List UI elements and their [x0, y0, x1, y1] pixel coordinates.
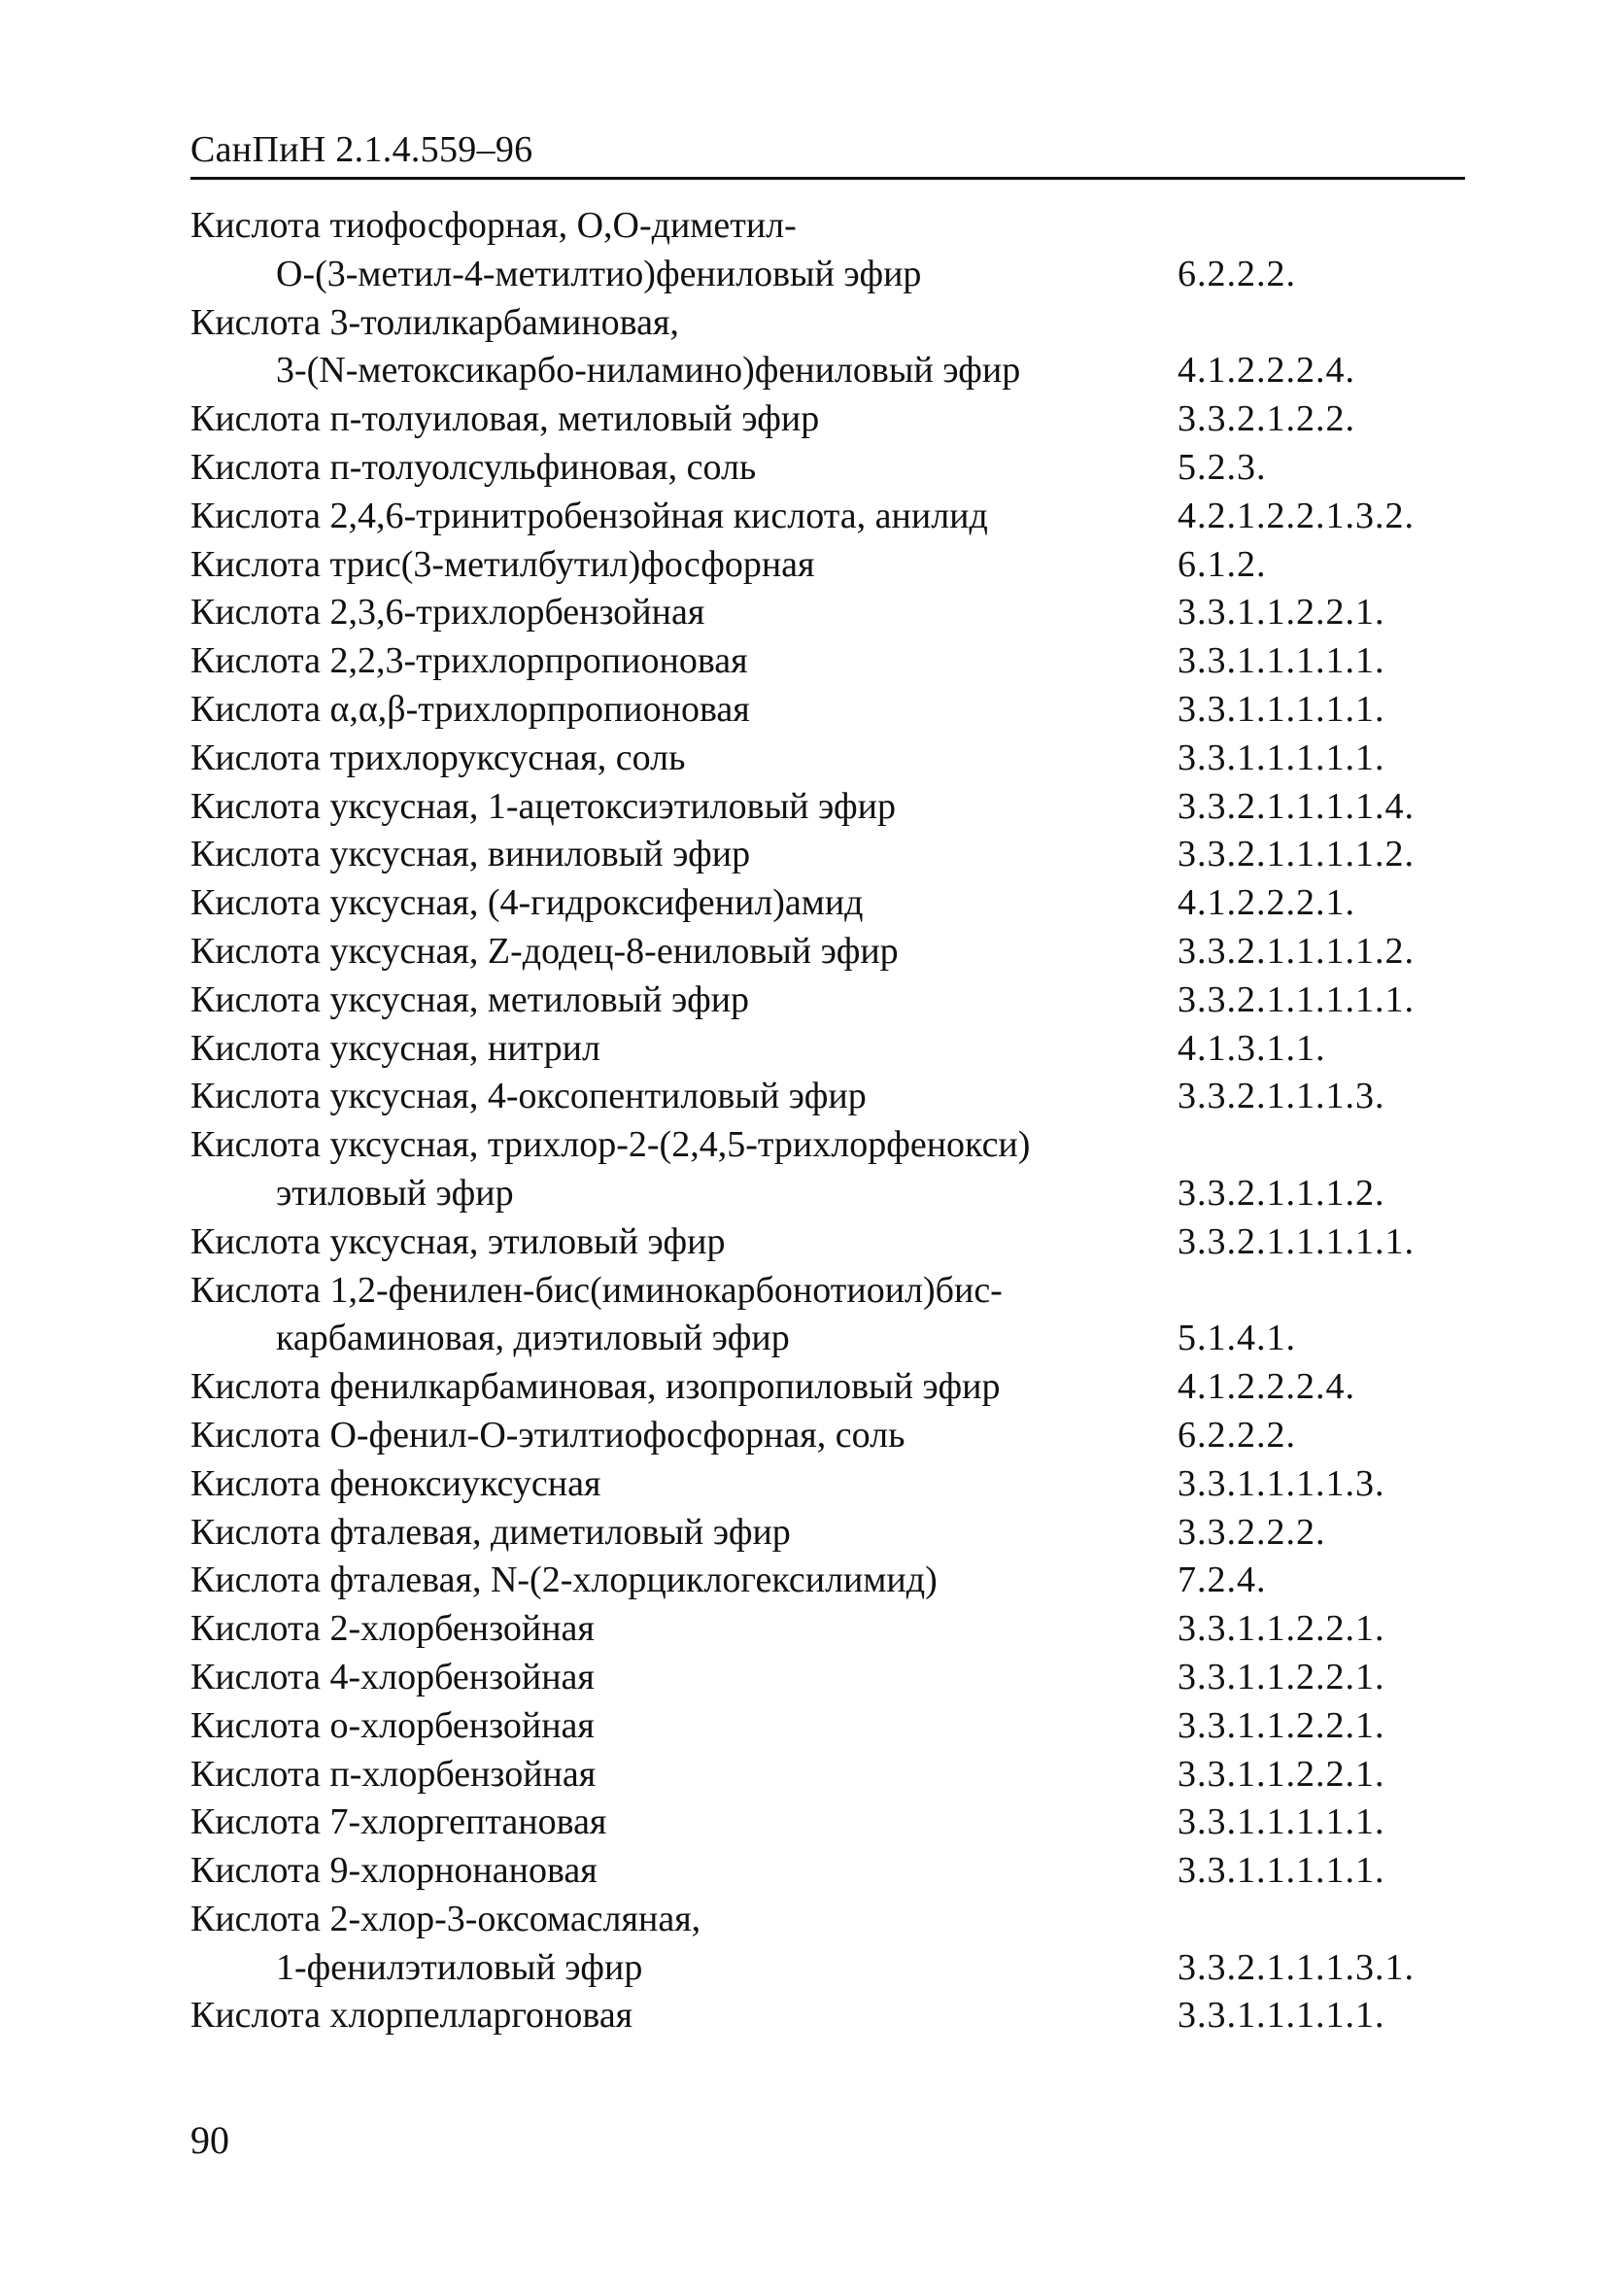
entry-name: Кислота п-толуиловая, метиловый эфир: [190, 398, 820, 440]
entry-name: Кислота фталевая, диметиловый эфир: [190, 1511, 791, 1553]
section-reference: 4.2.1.2.2.1.3.2.: [1178, 495, 1415, 536]
index-line: [190, 1799, 1465, 1847]
index-line: [190, 493, 1465, 541]
index-line: [190, 686, 1465, 735]
index-line: [190, 1025, 1465, 1074]
section-reference: 3.3.1.1.1.1.1.: [1178, 1995, 1385, 2037]
entry-name: Кислота 1,2-фенилен-бис(иминокарбонотиоил)бис-: [190, 1269, 1003, 1311]
index-line: [190, 444, 1465, 493]
index-line: [190, 541, 1465, 590]
index-line: [190, 1267, 1465, 1316]
index-line: [190, 1557, 1465, 1605]
entry-name: Кислота 9-хлорнонановая: [190, 1850, 598, 1892]
index-line: [190, 1073, 1465, 1121]
index-line: [190, 1702, 1465, 1751]
entry-name: Кислота уксусная, трихлор-2-(2,4,5-трихлорфенокси): [190, 1124, 1031, 1166]
section-reference: 3.3.1.1.1.1.1.: [1178, 1801, 1385, 1843]
section-reference: 3.3.1.1.1.1.1.: [1178, 1850, 1385, 1892]
index-line: [190, 637, 1465, 686]
entry-name: Кислота 2-хлорбензойная: [190, 1608, 595, 1650]
index-line: [190, 1170, 1465, 1218]
index-line: [190, 1412, 1465, 1460]
section-reference: 3.3.1.1.2.2.1.: [1178, 1753, 1385, 1795]
index-line: [190, 589, 1465, 637]
index-line: [190, 1315, 1465, 1363]
index-line: [190, 977, 1465, 1025]
entry-name: Кислота хлорпелларгоновая: [190, 1995, 633, 2037]
entry-name: Кислота трис(3-метилбутил)фосфорная: [190, 543, 815, 585]
page-number: 90: [190, 2118, 229, 2162]
section-reference: 3.3.1.1.1.1.1.: [1178, 640, 1385, 682]
section-reference: 3.3.2.1.1.1.1.1.: [1178, 1220, 1415, 1262]
entry-name: Кислота 2-хлор-3-оксомасляная,: [190, 1898, 701, 1939]
entry-name: О-(3-метил-4-метилтио)фениловый эфир: [276, 253, 922, 294]
entry-name: 1-фенилэтиловый эфир: [276, 1946, 643, 1988]
entry-name: Кислота п-хлорбензойная: [190, 1753, 597, 1795]
section-reference: 4.1.2.2.2.4.: [1178, 350, 1355, 392]
section-reference: 3.3.1.1.1.1.1.: [1178, 688, 1385, 730]
section-reference: 4.1.2.2.2.1.: [1178, 882, 1355, 924]
entry-name: Кислота уксусная, метиловый эфир: [190, 978, 750, 1020]
index-line: [190, 831, 1465, 879]
entry-name: Кислота уксусная, виниловый эфир: [190, 834, 751, 875]
index-line: [190, 735, 1465, 783]
index-line: [190, 1654, 1465, 1702]
section-reference: 3.3.2.2.2.: [1178, 1511, 1326, 1553]
entry-name: Кислота фталевая, N-(2-хлорциклогексилимид): [190, 1559, 938, 1601]
section-reference: 3.3.1.1.1.1.1.: [1178, 737, 1385, 778]
entry-name: карбаминовая, диэтиловый эфир: [276, 1318, 790, 1359]
index-line: [190, 1896, 1465, 1944]
index-line: [190, 1847, 1465, 1896]
entry-name: Кислота о-хлорбензойная: [190, 1704, 595, 1746]
section-reference: 3.3.2.1.1.1.1.2.: [1178, 834, 1415, 875]
entry-name: Кислота трихлоруксусная, соль: [190, 737, 686, 778]
index-line: [190, 1121, 1465, 1170]
entry-name: Кислота уксусная, 4-оксопентиловый эфир: [190, 1076, 867, 1117]
entry-name: Кислота α,α,β-трихлорпропионовая: [190, 688, 750, 730]
index-line: [190, 347, 1465, 395]
entry-name: Кислота уксусная, Z-додец-8-ениловый эфир: [190, 930, 899, 972]
section-reference: 6.2.2.2.: [1178, 1414, 1296, 1456]
entry-name: Кислота 7-хлоргептановая: [190, 1801, 607, 1843]
section-reference: 3.3.1.1.2.2.1.: [1178, 592, 1385, 634]
entry-name: Кислота 4-хлорбензойная: [190, 1656, 595, 1697]
section-reference: 5.2.3.: [1178, 446, 1267, 488]
index-line: [190, 1509, 1465, 1558]
entry-name: 3-(N-метоксикарбо-ниламино)фениловый эфир: [276, 350, 1021, 392]
index-line: [190, 1218, 1465, 1267]
section-reference: 3.3.2.1.1.1.1.4.: [1178, 785, 1415, 827]
index-line: [190, 1605, 1465, 1654]
section-reference: 3.3.2.1.2.2.: [1178, 398, 1355, 440]
index-line: [190, 251, 1465, 299]
index-line: [190, 202, 1465, 251]
index-line: [190, 1751, 1465, 1799]
index-line: [190, 928, 1465, 977]
entry-name: Кислота феноксиуксусная: [190, 1462, 601, 1504]
index-line: [190, 1992, 1465, 2040]
entry-name: Кислота 3-толилкарбаминовая,: [190, 301, 679, 343]
section-reference: 6.1.2.: [1178, 543, 1267, 585]
entry-name: этиловый эфир: [276, 1172, 514, 1214]
entry-name: Кислота фенилкарбаминовая, изопропиловый эфир: [190, 1366, 1001, 1408]
index-line: [190, 1460, 1465, 1509]
section-reference: 3.3.1.1.2.2.1.: [1178, 1656, 1385, 1697]
entry-name: Кислота 2,3,6-трихлорбензойная: [190, 592, 705, 634]
section-reference: 3.3.1.1.2.2.1.: [1178, 1704, 1385, 1746]
entry-name: Кислота 2,2,3-трихлорпропионовая: [190, 640, 748, 682]
entry-name: Кислота уксусная, этиловый эфир: [190, 1220, 726, 1262]
section-reference: 3.3.1.1.2.2.1.: [1178, 1608, 1385, 1650]
entry-name: Кислота п-толуолсульфиновая, соль: [190, 446, 757, 488]
entry-name: Кислота уксусная, (4-гидроксифенил)амид: [190, 882, 864, 924]
index-list: [190, 202, 1465, 2040]
index-line: [190, 1363, 1465, 1412]
entry-name: Кислота тиофосфорная, О,О-диметил-: [190, 205, 797, 246]
entry-name: Кислота О-фенил-О-этилтиофосфорная, соль: [190, 1414, 906, 1456]
section-reference: 3.3.2.1.1.1.1.2.: [1178, 930, 1415, 972]
section-reference: 3.3.2.1.1.1.3.: [1178, 1076, 1385, 1117]
section-reference: 4.1.3.1.1.: [1178, 1027, 1326, 1069]
section-reference: 4.1.2.2.2.4.: [1178, 1366, 1355, 1408]
section-reference: 5.1.4.1.: [1178, 1318, 1296, 1359]
document-header: СанПиН 2.1.4.559–96: [190, 129, 533, 170]
index-line: [190, 783, 1465, 832]
section-reference: 3.3.2.1.1.1.1.1.: [1178, 978, 1415, 1020]
section-reference: 3.3.2.1.1.1.3.1.: [1178, 1946, 1415, 1988]
index-line: [190, 879, 1465, 928]
index-line: [190, 1944, 1465, 1993]
section-reference: 7.2.4.: [1178, 1559, 1267, 1601]
index-line: [190, 299, 1465, 348]
entry-name: Кислота 2,4,6-тринитробензойная кислота, анилид: [190, 495, 988, 536]
section-reference: 6.2.2.2.: [1178, 253, 1296, 294]
index-line: [190, 395, 1465, 444]
entry-name: Кислота уксусная, 1-ацетоксиэтиловый эфир: [190, 785, 896, 827]
section-reference: 3.3.1.1.1.1.3.: [1178, 1462, 1385, 1504]
section-reference: 3.3.2.1.1.1.2.: [1178, 1172, 1385, 1214]
header-rule: [190, 177, 1465, 180]
entry-name: Кислота уксусная, нитрил: [190, 1027, 600, 1069]
